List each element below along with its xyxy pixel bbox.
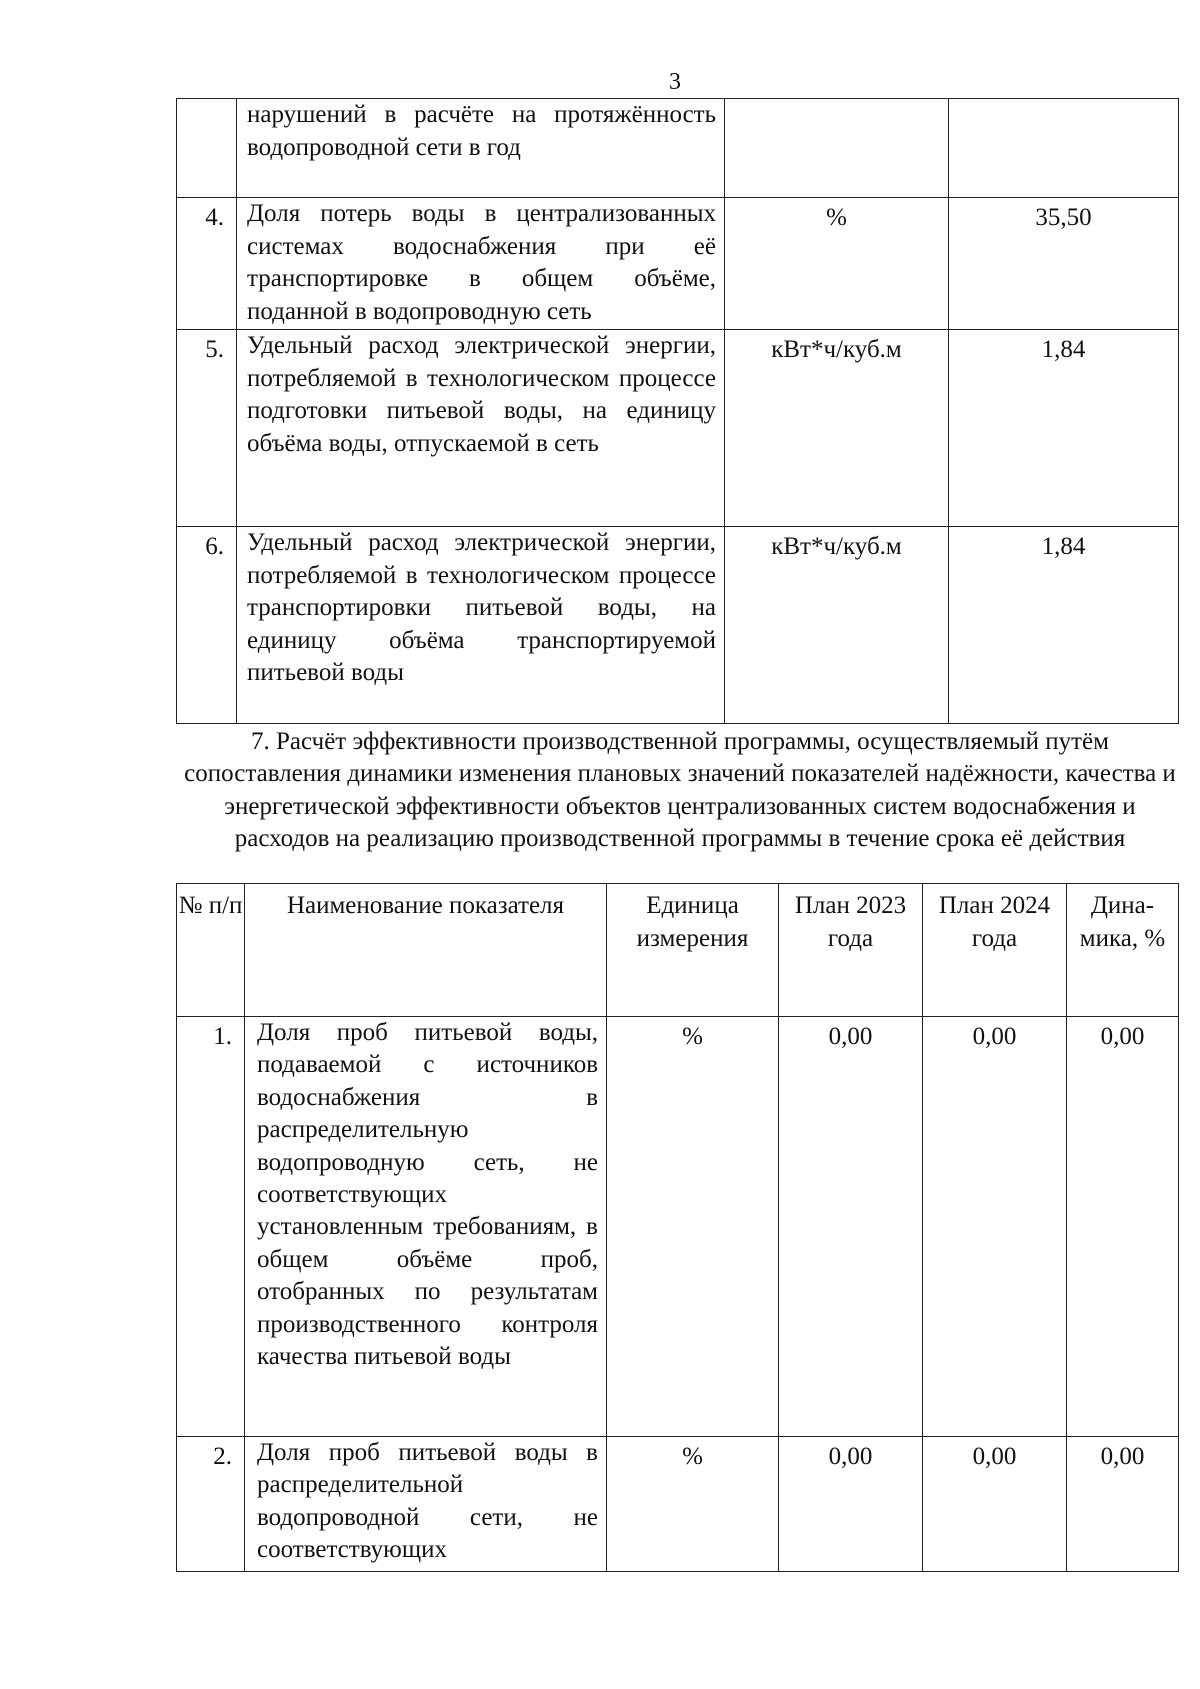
table-header-row [177,884,1179,1017]
dynamics-cell: 0,00 [1067,1437,1179,1572]
header-dynamics: Дина-мика, % [1067,884,1179,1017]
unit-cell: % [607,1017,779,1437]
indicator-name: Доля проб питьевой воды, подаваемой с источников водоснабжения в распределительную водопроводную сеть, не соответствующих установленным требованиям, в общем объёме проб, отобранных по результатам производственного контроля качества питьевой воды [245,1017,607,1437]
row-number: 5. [177,330,237,527]
row-number [177,99,237,198]
plan-2023-cell: 0,00 [779,1017,923,1437]
table-row [177,1437,1179,1572]
row-number: 2. [177,1437,245,1572]
value-cell: 35,50 [949,198,1179,330]
table-row [177,198,1179,330]
indicator-name: Доля потерь воды в централизованных системах водоснабжения при её транспортировке в общем объёме, поданной в водопроводную сеть [237,198,725,330]
indicators-table-continued [176,98,1179,724]
indicator-name: нарушений в расчёте на протяжённость водопроводной сети в год [237,99,725,198]
unit-cell: кВт*ч/куб.м [725,330,949,527]
value-cell [949,99,1179,198]
dynamics-cell: 0,00 [1067,1017,1179,1437]
row-number: 6. [177,527,237,724]
header-plan-2024: План 2024 года [923,884,1067,1017]
unit-cell: % [725,198,949,330]
efficiency-table [176,883,1179,1572]
row-number: 1. [177,1017,245,1437]
row-number: 4. [177,198,237,330]
unit-cell: кВт*ч/куб.м [725,527,949,724]
table-row [177,1017,1179,1437]
unit-cell: % [607,1437,779,1572]
section-heading: 7. Расчёт эффективности производственной программы, осуществляемый путём сопоставления динамики изменения плановых значений показателей надёжности, качества и энергетической эффективности объектов централизованных систем водоснабжения и расходов на реализацию производственной программы в течение срока её действия [184,728,1176,853]
value-cell: 1,84 [949,330,1179,527]
table-row [177,527,1179,724]
header-number: № п/п [177,884,245,1017]
value-cell: 1,84 [949,527,1179,724]
page-number: 3 [669,69,681,95]
header-name: Наименование показателя [245,884,607,1017]
table-row [177,330,1179,527]
indicator-name: Удельный расход электрической энергии, потребляемой в технологическом процессе транспортировки питьевой воды, на единицу объёма транспортируемой питьевой воды [237,527,725,724]
table-row [177,99,1179,198]
unit-cell [725,99,949,198]
header-unit: Единица измерения [607,884,779,1017]
plan-2024-cell: 0,00 [923,1437,1067,1572]
plan-2024-cell: 0,00 [923,1017,1067,1437]
header-plan-2023: План 2023 года [779,884,923,1017]
plan-2023-cell: 0,00 [779,1437,923,1572]
indicator-name: Удельный расход электрической энергии, потребляемой в технологическом процессе подготовки питьевой воды, на единицу объёма воды, отпускаемой в сеть [237,330,725,527]
indicator-name: Доля проб питьевой воды в распределительной водопроводной сети, не соответствующих [245,1437,607,1572]
